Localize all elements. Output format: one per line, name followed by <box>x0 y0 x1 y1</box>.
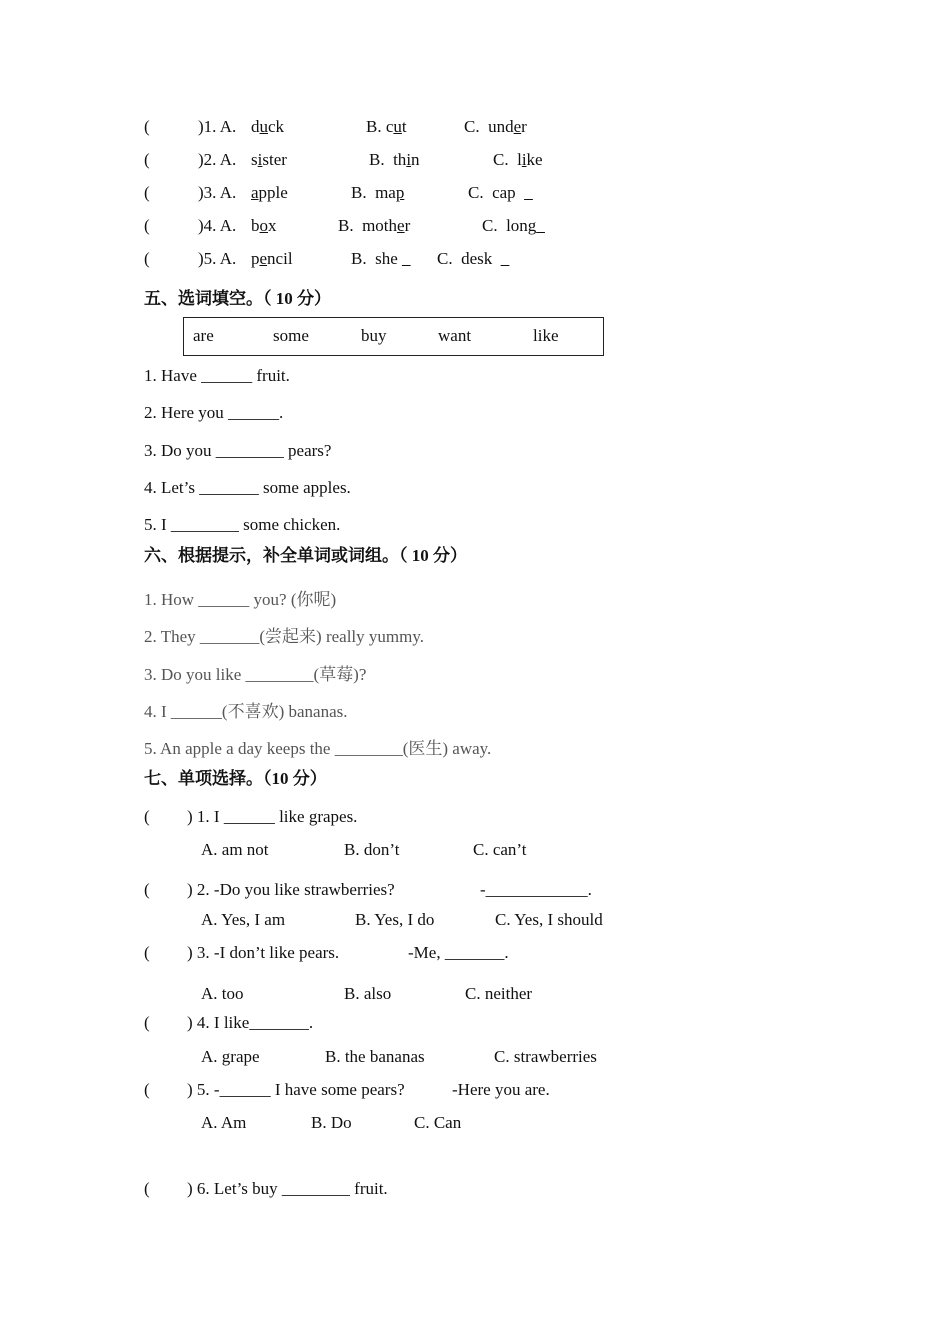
hint-question: 1. How ______ you? (你呢) <box>144 590 337 609</box>
choice-stem: ) 6. Let’s buy ________ fruit. <box>187 1179 388 1198</box>
answer-paren[interactable]: ( <box>144 183 150 202</box>
choice-option-b: B. also <box>344 984 392 1003</box>
answer-paren[interactable]: ( <box>144 1179 150 1198</box>
word-bank-item: like <box>533 326 559 345</box>
choice-response: -____________. <box>480 880 592 899</box>
option-b: B. she _ <box>351 249 411 268</box>
fill-question: 5. I ________ some chicken. <box>144 515 341 534</box>
choice-stem: ) 1. I ______ like grapes. <box>187 807 358 826</box>
choice-stem: ) 5. -______ I have some pears? <box>187 1080 405 1099</box>
word-bank-item: want <box>438 326 472 345</box>
word-bank-item: are <box>193 326 214 345</box>
hint-question: 2. They _______(尝起来) really yummy. <box>144 627 424 646</box>
choice-stem: ) 4. I like_______. <box>187 1013 314 1032</box>
option-a: apple <box>251 183 288 202</box>
choice-stem: ) 2. -Do you like strawberries? <box>187 880 395 899</box>
section-seven-title: 七、单项选择。（10 分） <box>144 769 327 788</box>
hint-question: 5. An apple a day keeps the ________(医生) away. <box>144 739 492 758</box>
option-b: B. thin <box>369 150 420 169</box>
option-a: pencil <box>251 249 293 268</box>
word-bank <box>183 317 604 356</box>
answer-paren[interactable]: ( <box>144 943 150 962</box>
choice-option-a: A. Yes, I am <box>201 910 286 929</box>
option-c: C. under <box>464 117 527 136</box>
hint-question: 4. I ______(不喜欢) bananas. <box>144 702 348 721</box>
choice-option-c: C. strawberries <box>494 1047 597 1066</box>
answer-paren[interactable]: ( <box>144 117 150 136</box>
word-bank-item: some <box>273 326 309 345</box>
answer-paren[interactable]: ( <box>144 150 150 169</box>
question-number: )5. A. <box>198 249 237 268</box>
choice-option-b: B. Yes, I do <box>355 910 435 929</box>
question-number: )3. A. <box>198 183 237 202</box>
option-b: B. cut <box>366 117 407 136</box>
choice-option-c: C. can’t <box>473 840 527 859</box>
option-c: C. long_ <box>482 216 545 235</box>
answer-paren[interactable]: ( <box>144 249 150 268</box>
option-a: box <box>251 216 277 235</box>
answer-paren[interactable]: ( <box>144 807 150 826</box>
choice-option-c: C. Can <box>414 1113 462 1132</box>
fill-question: 3. Do you ________ pears? <box>144 441 332 460</box>
question-number: )2. A. <box>198 150 237 169</box>
choice-option-b: B. don’t <box>344 840 400 859</box>
question-number: )4. A. <box>198 216 237 235</box>
option-c: C. desk _ <box>437 249 510 268</box>
choice-option-c: C. neither <box>465 984 533 1003</box>
choice-stem: ) 3. -I don’t like pears. <box>187 943 340 962</box>
fill-question: 2. Here you ______. <box>144 403 284 422</box>
section-five-title: 五、选词填空。（ 10 分） <box>144 289 331 308</box>
choice-option-c: C. Yes, I should <box>495 910 603 929</box>
choice-response: -Me, _______. <box>408 943 509 962</box>
answer-paren[interactable]: ( <box>144 1013 150 1032</box>
option-c: C. cap _ <box>468 183 533 202</box>
word-bank-item: buy <box>361 326 387 345</box>
fill-question: 1. Have ______ fruit. <box>144 366 290 385</box>
question-number: )1. A. <box>198 117 237 136</box>
choice-option-a: A. grape <box>201 1047 260 1066</box>
fill-question: 4. Let’s _______ some apples. <box>144 478 351 497</box>
choice-option-a: A. too <box>201 984 244 1003</box>
answer-paren[interactable]: ( <box>144 880 150 899</box>
answer-paren[interactable]: ( <box>144 216 150 235</box>
choice-option-b: B. Do <box>311 1113 352 1132</box>
option-b: B. map <box>351 183 405 202</box>
choice-response: -Here you are. <box>452 1080 550 1099</box>
choice-option-a: A. am not <box>201 840 269 859</box>
option-a: sister <box>251 150 287 169</box>
section-six-title: 六、根据提示，补全单词或词组。（ 10 分） <box>144 546 467 565</box>
option-b: B. mother <box>338 216 411 235</box>
hint-question: 3. Do you like ________(草莓)? <box>144 665 367 684</box>
choice-option-a: A. Am <box>201 1113 247 1132</box>
choice-option-b: B. the bananas <box>325 1047 425 1066</box>
answer-paren[interactable]: ( <box>144 1080 150 1099</box>
option-a: duck <box>251 117 285 136</box>
option-c: C. like <box>493 150 543 169</box>
